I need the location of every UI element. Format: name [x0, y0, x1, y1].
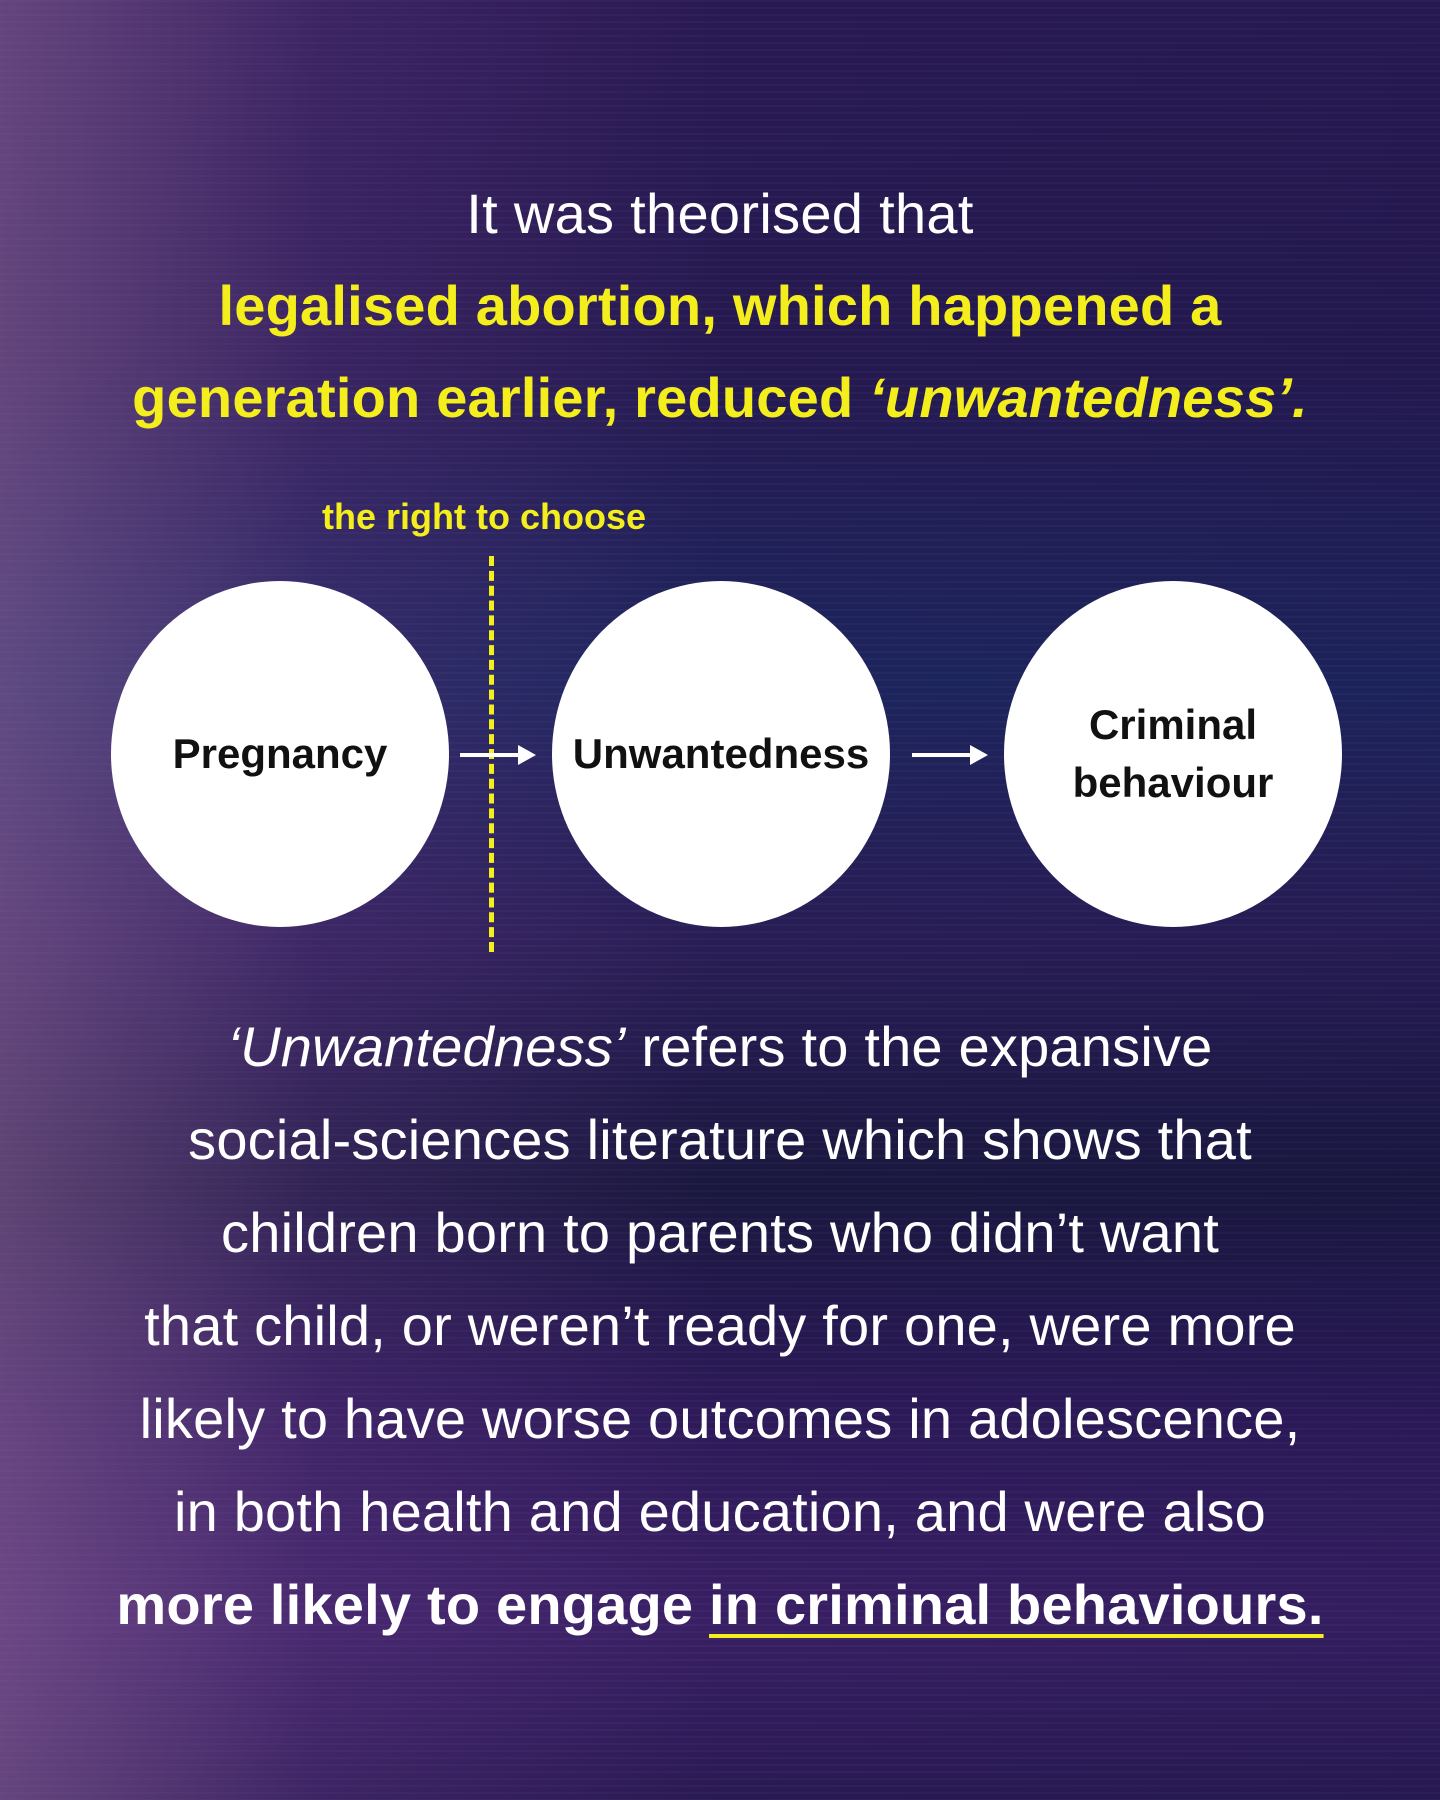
body-line-5: likely to have worse outcomes in adolescence, — [139, 1387, 1301, 1450]
body-line-7 — [0, 1558, 1440, 1651]
body-line-7-bold: more likely to engage — [116, 1573, 710, 1636]
body-line-6: in both health and education, and were also — [173, 1480, 1267, 1543]
body-line-7-underlined: in criminal behaviours. — [709, 1573, 1324, 1636]
headline-highlight-line-2 — [0, 352, 1440, 444]
headline-line-2-prefix: generation earlier, reduced — [132, 366, 854, 429]
body-unwantedness-term: ‘Unwantedness’ — [227, 1015, 626, 1078]
body-line-2: social-sciences literature which shows that — [188, 1108, 1252, 1171]
node-pregnancy — [111, 581, 449, 927]
node-criminal-behaviour — [1004, 581, 1342, 927]
body-line-1-rest: refers to the expansive — [625, 1015, 1213, 1078]
right-to-choose-label: the right to choose — [322, 496, 646, 537]
headline-unwantedness-term: ‘unwantedness’. — [869, 366, 1308, 429]
node-pregnancy-label: Pregnancy — [172, 730, 388, 777]
body-line-4: that child, or weren’t ready for one, were more — [144, 1294, 1296, 1357]
arrow-right-icon — [912, 745, 988, 765]
node-unwantedness-label: Unwantedness — [572, 730, 870, 777]
body-line-3: children born to parents who didn’t want — [221, 1201, 1219, 1264]
headline — [0, 168, 1440, 444]
headline-intro: It was theorised that — [466, 182, 974, 245]
node-criminal-behaviour-label-line-1: Criminal — [1088, 701, 1258, 748]
node-unwantedness — [552, 581, 890, 927]
arrow-right-icon — [460, 745, 536, 765]
body-line-1 — [0, 1000, 1440, 1093]
node-criminal-behaviour-label-line-2: behaviour — [1072, 759, 1274, 806]
body-paragraph — [0, 1000, 1440, 1651]
headline-highlight-line-1: legalised abortion, which happened a — [218, 274, 1222, 337]
